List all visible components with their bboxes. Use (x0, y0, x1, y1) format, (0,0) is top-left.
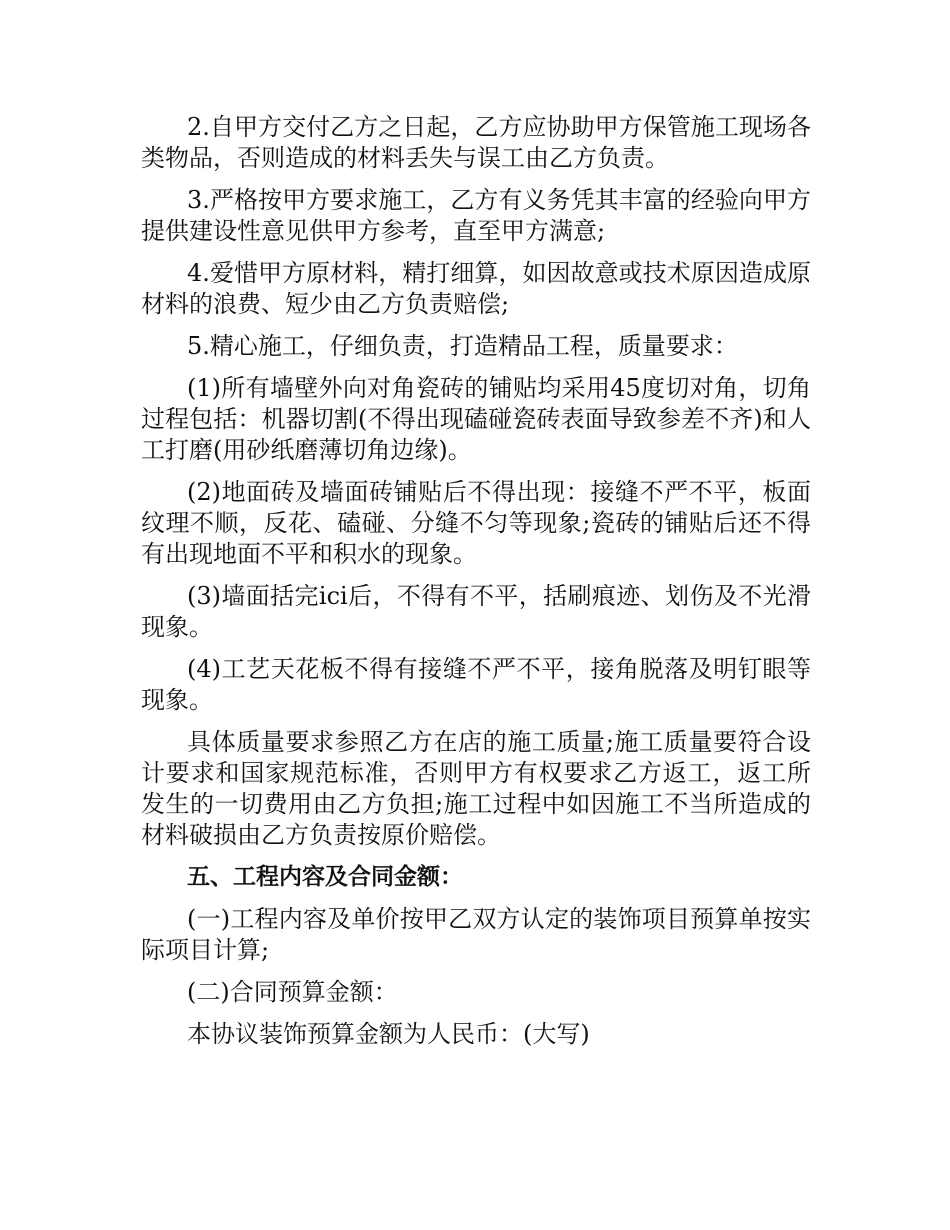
quality-summary-paragraph: 具体质量要求参照乙方在店的施工质量;施工质量要符合设计要求和国家规范标准，否则甲方有权要求乙方返工，返工所发生的一切费用由乙方负担;施工过程中如因施工不当所造成的材料破损由乙方负责按原价赔偿。 (141, 728, 811, 849)
paragraph-item-2: 2.自甲方交付乙方之日起，乙方应协助甲方保管施工现场各类物品，否则造成的材料丢失与误工由乙方负责。 (141, 113, 811, 172)
paragraph-item-4: 4.爱惜甲方原材料，精打细算，如因故意或技术原因造成原材料的浪费、短少由乙方负责赔偿; (141, 259, 811, 318)
section-heading: 五、工程内容及合同金额： (187, 864, 463, 890)
paragraph-item-3: 3.严格按甲方要求施工，乙方有义务凭其丰富的经验向甲方提供建设性意见供甲方参考，直至甲方满意; (141, 186, 811, 245)
quality-requirement-3: (3)墙面括完ici后，不得有不平，括刷痕迹、划伤及不光滑现象。 (141, 582, 811, 641)
document-body (141, 112, 811, 1061)
budget-amount-label: (二)合同预算金额： (187, 978, 398, 1006)
quality-requirement-2: (2)地面砖及墙面砖铺贴后不得出现：接缝不严不平，板面纹理不顺，反花、磕碰、分缝不匀等现象;瓷砖的铺贴后还不得有出现地面不平和积水的现象。 (141, 478, 811, 568)
paragraph-item-5: 5.精心施工，仔细负责，打造精品工程，质量要求： (187, 332, 738, 360)
contract-content-paragraph: (一)工程内容及单价按甲乙双方认定的装饰项目预算单按实际项目计算; (141, 905, 811, 964)
quality-requirement-1: (1)所有墙壁外向对角瓷砖的铺贴均采用45度切对角，切角过程包括：机器切割(不得出现磕碰瓷砖表面导致参差不齐)和人工打磨(用砂纸磨薄切角边缘)。 (141, 374, 811, 464)
quality-requirement-4: (4)工艺天花板不得有接缝不严不平，接角脱落及明钉眼等现象。 (141, 655, 811, 714)
budget-amount-paragraph: 本协议装饰预算金额为人民币：(大写) (187, 1020, 590, 1048)
